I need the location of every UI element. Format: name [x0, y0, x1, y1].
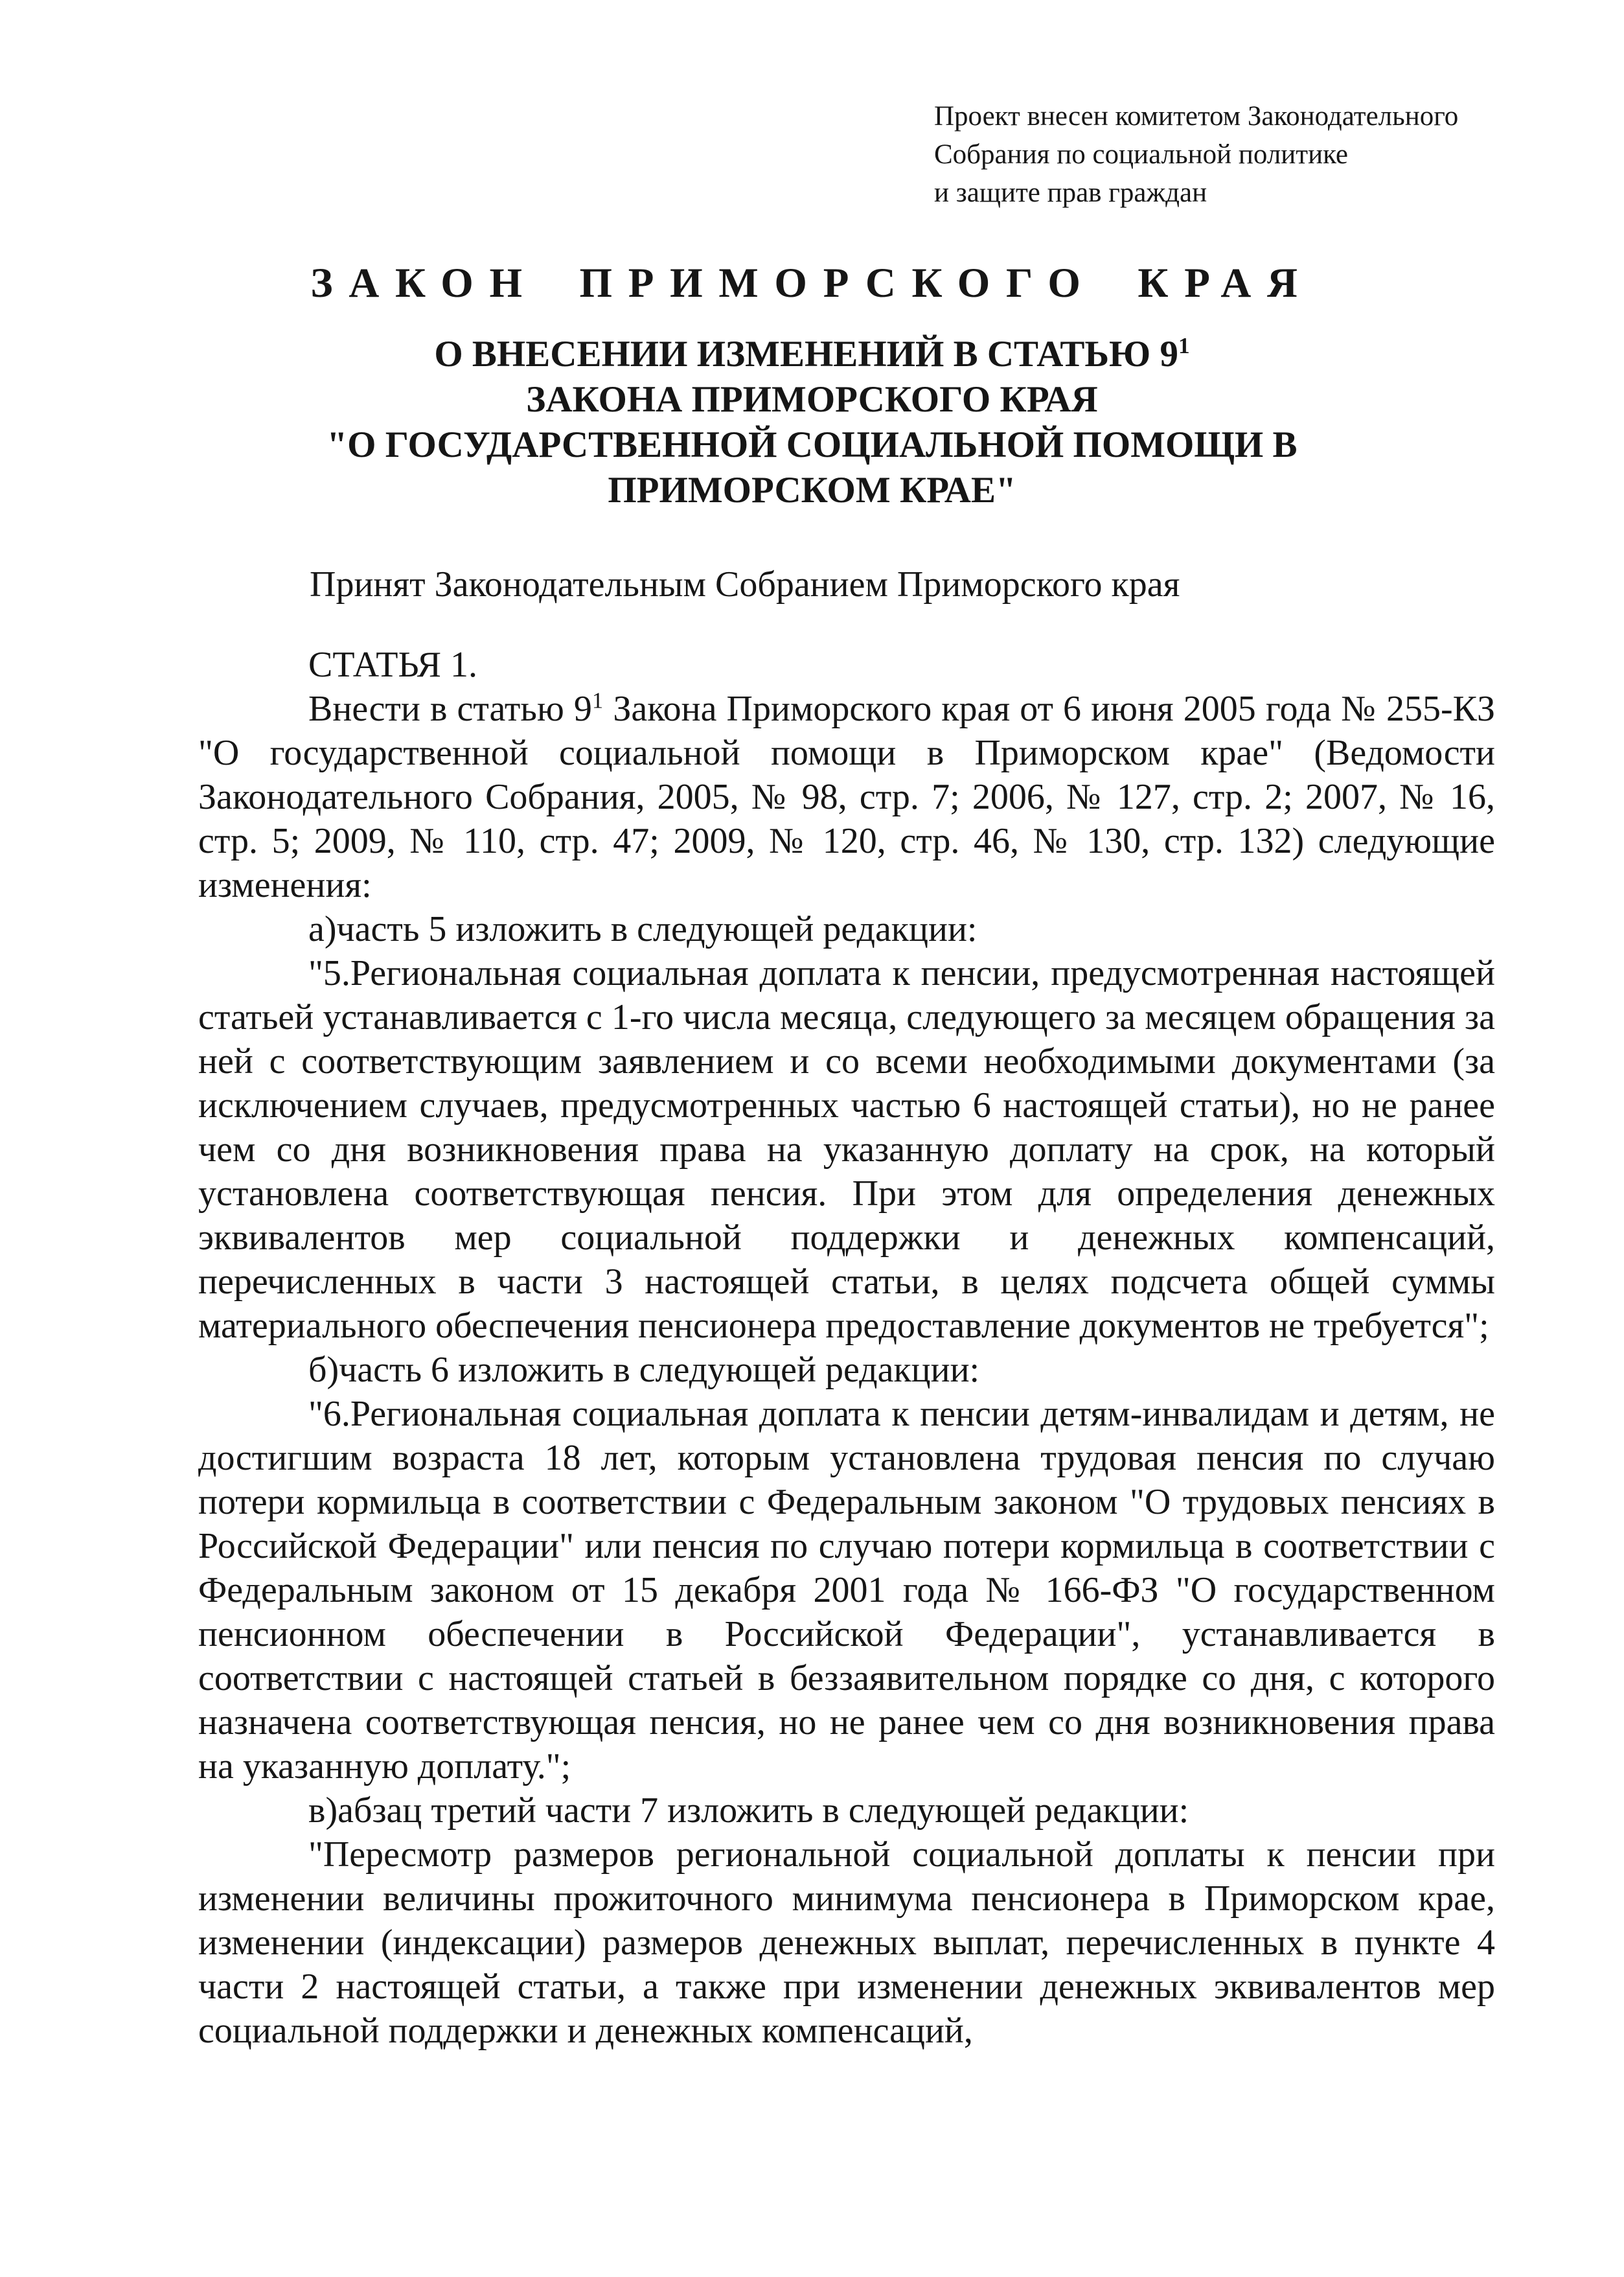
body-paragraph: "Пересмотр размеров региональной социальной доплаты к пенсии при изменении величины прожиточного минимума пенсионера в Приморском крае, изменении (индексации) размеров денежных выплат, перечисленных в пункте 4 части 2 настоящей статьи, а также при изменении денежных эквивалентов мер социальной поддержки и денежных компенсаций,	[198, 1834, 1495, 2051]
body-paragraph: а)часть 5 изложить в следующей редакции:	[308, 909, 978, 949]
body-paragraph: Внести в статью $9^1$ Закона Приморского края от 6 июня 2005 года № 255-КЗ "О государственной социальной помощи в Приморском крае" (Ведомости Законодательного Собрания, 2005, № 98, стр. 7; 2006, № 127, стр. 2; 2007, № 16, стр. 5; 2009, № 110, стр. 47; 2009, № 120, стр. 46, № 130, стр. 132) следующие изменения:	[198, 688, 1495, 905]
header-note-line: Проект внесен комитетом Законодательного	[934, 101, 1459, 132]
law-title: ЗАКОН ПРИМОРСКОГО КРАЯ	[310, 260, 1314, 306]
header-note	[934, 97, 1458, 212]
superscript: 1	[591, 688, 604, 713]
article-heading: СТАТЬЯ 1.	[308, 645, 478, 685]
subtitle-line: ПРИМОРСКОМ КРАЕ"	[608, 470, 1016, 511]
adoption-line: Принят Законодательным Собранием Приморского края	[310, 564, 1180, 605]
paragraph-list	[198, 687, 1495, 2053]
document-body	[198, 643, 1495, 2053]
superscript: 1	[1178, 333, 1190, 358]
body-paragraph: "5.Региональная социальная доплата к пенсии, предусмотренная настоящей статьей устанавливается с 1-го числа месяца, следующего за месяцем обращения за ней с соответствующим заявлением и со всеми необходимыми документами (за исключением случаев, предусмотренных частью 6 настоящей статьи), но не ранее чем со дня возникновения права на указанную доплату на срок, на который установлена соответствующая пенсия. При этом для определения денежных эквивалентов мер социальной поддержки и денежных компенсаций, перечисленных в части 3 настоящей статьи, в целях подсчета общей суммы материального обеспечения пенсионера предоставление документов не требуется";	[198, 953, 1495, 1346]
law-subtitle	[0, 332, 1624, 513]
body-paragraph: "6.Региональная социальная доплата к пенсии детям-инвалидам и детям, не достигшим возраста 18 лет, которым установлена трудовая пенсия по случаю потери кормильца в соответствии с Федеральным законом "О трудовых пенсиях в Российской Федерации" или пенсия по случаю потери кормильца в соответствии с Федеральным законом от 15 декабря 2001 года № 166-ФЗ "О государственном пенсионном обеспечении в Российской Федерации", устанавливается в соответствии с настоящей статьей в беззаявительном порядке со дня, с которого назначена соответствующая пенсия, но не ранее чем со дня возникновения права на указанную доплату.";	[198, 1394, 1495, 1786]
header-note-line: Собрания по социальной политике	[934, 139, 1348, 170]
body-paragraph: б)часть 6 изложить в следующей редакции:	[308, 1350, 980, 1390]
header-note-line: и защите прав граждан	[934, 178, 1207, 208]
subtitle-line: ЗАКОНА ПРИМОРСКОГО КРАЯ	[526, 379, 1098, 420]
body-paragraph: в)абзац третий части 7 изложить в следующей редакции:	[308, 1790, 1189, 1831]
subtitle-line: О ВНЕСЕНИИ ИЗМЕНЕНИЙ В СТАТЬЮ $9^1$	[434, 333, 1190, 375]
subtitle-line: "О ГОСУДАРСТВЕННОЙ СОЦИАЛЬНОЙ ПОМОЩИ В	[326, 424, 1298, 465]
